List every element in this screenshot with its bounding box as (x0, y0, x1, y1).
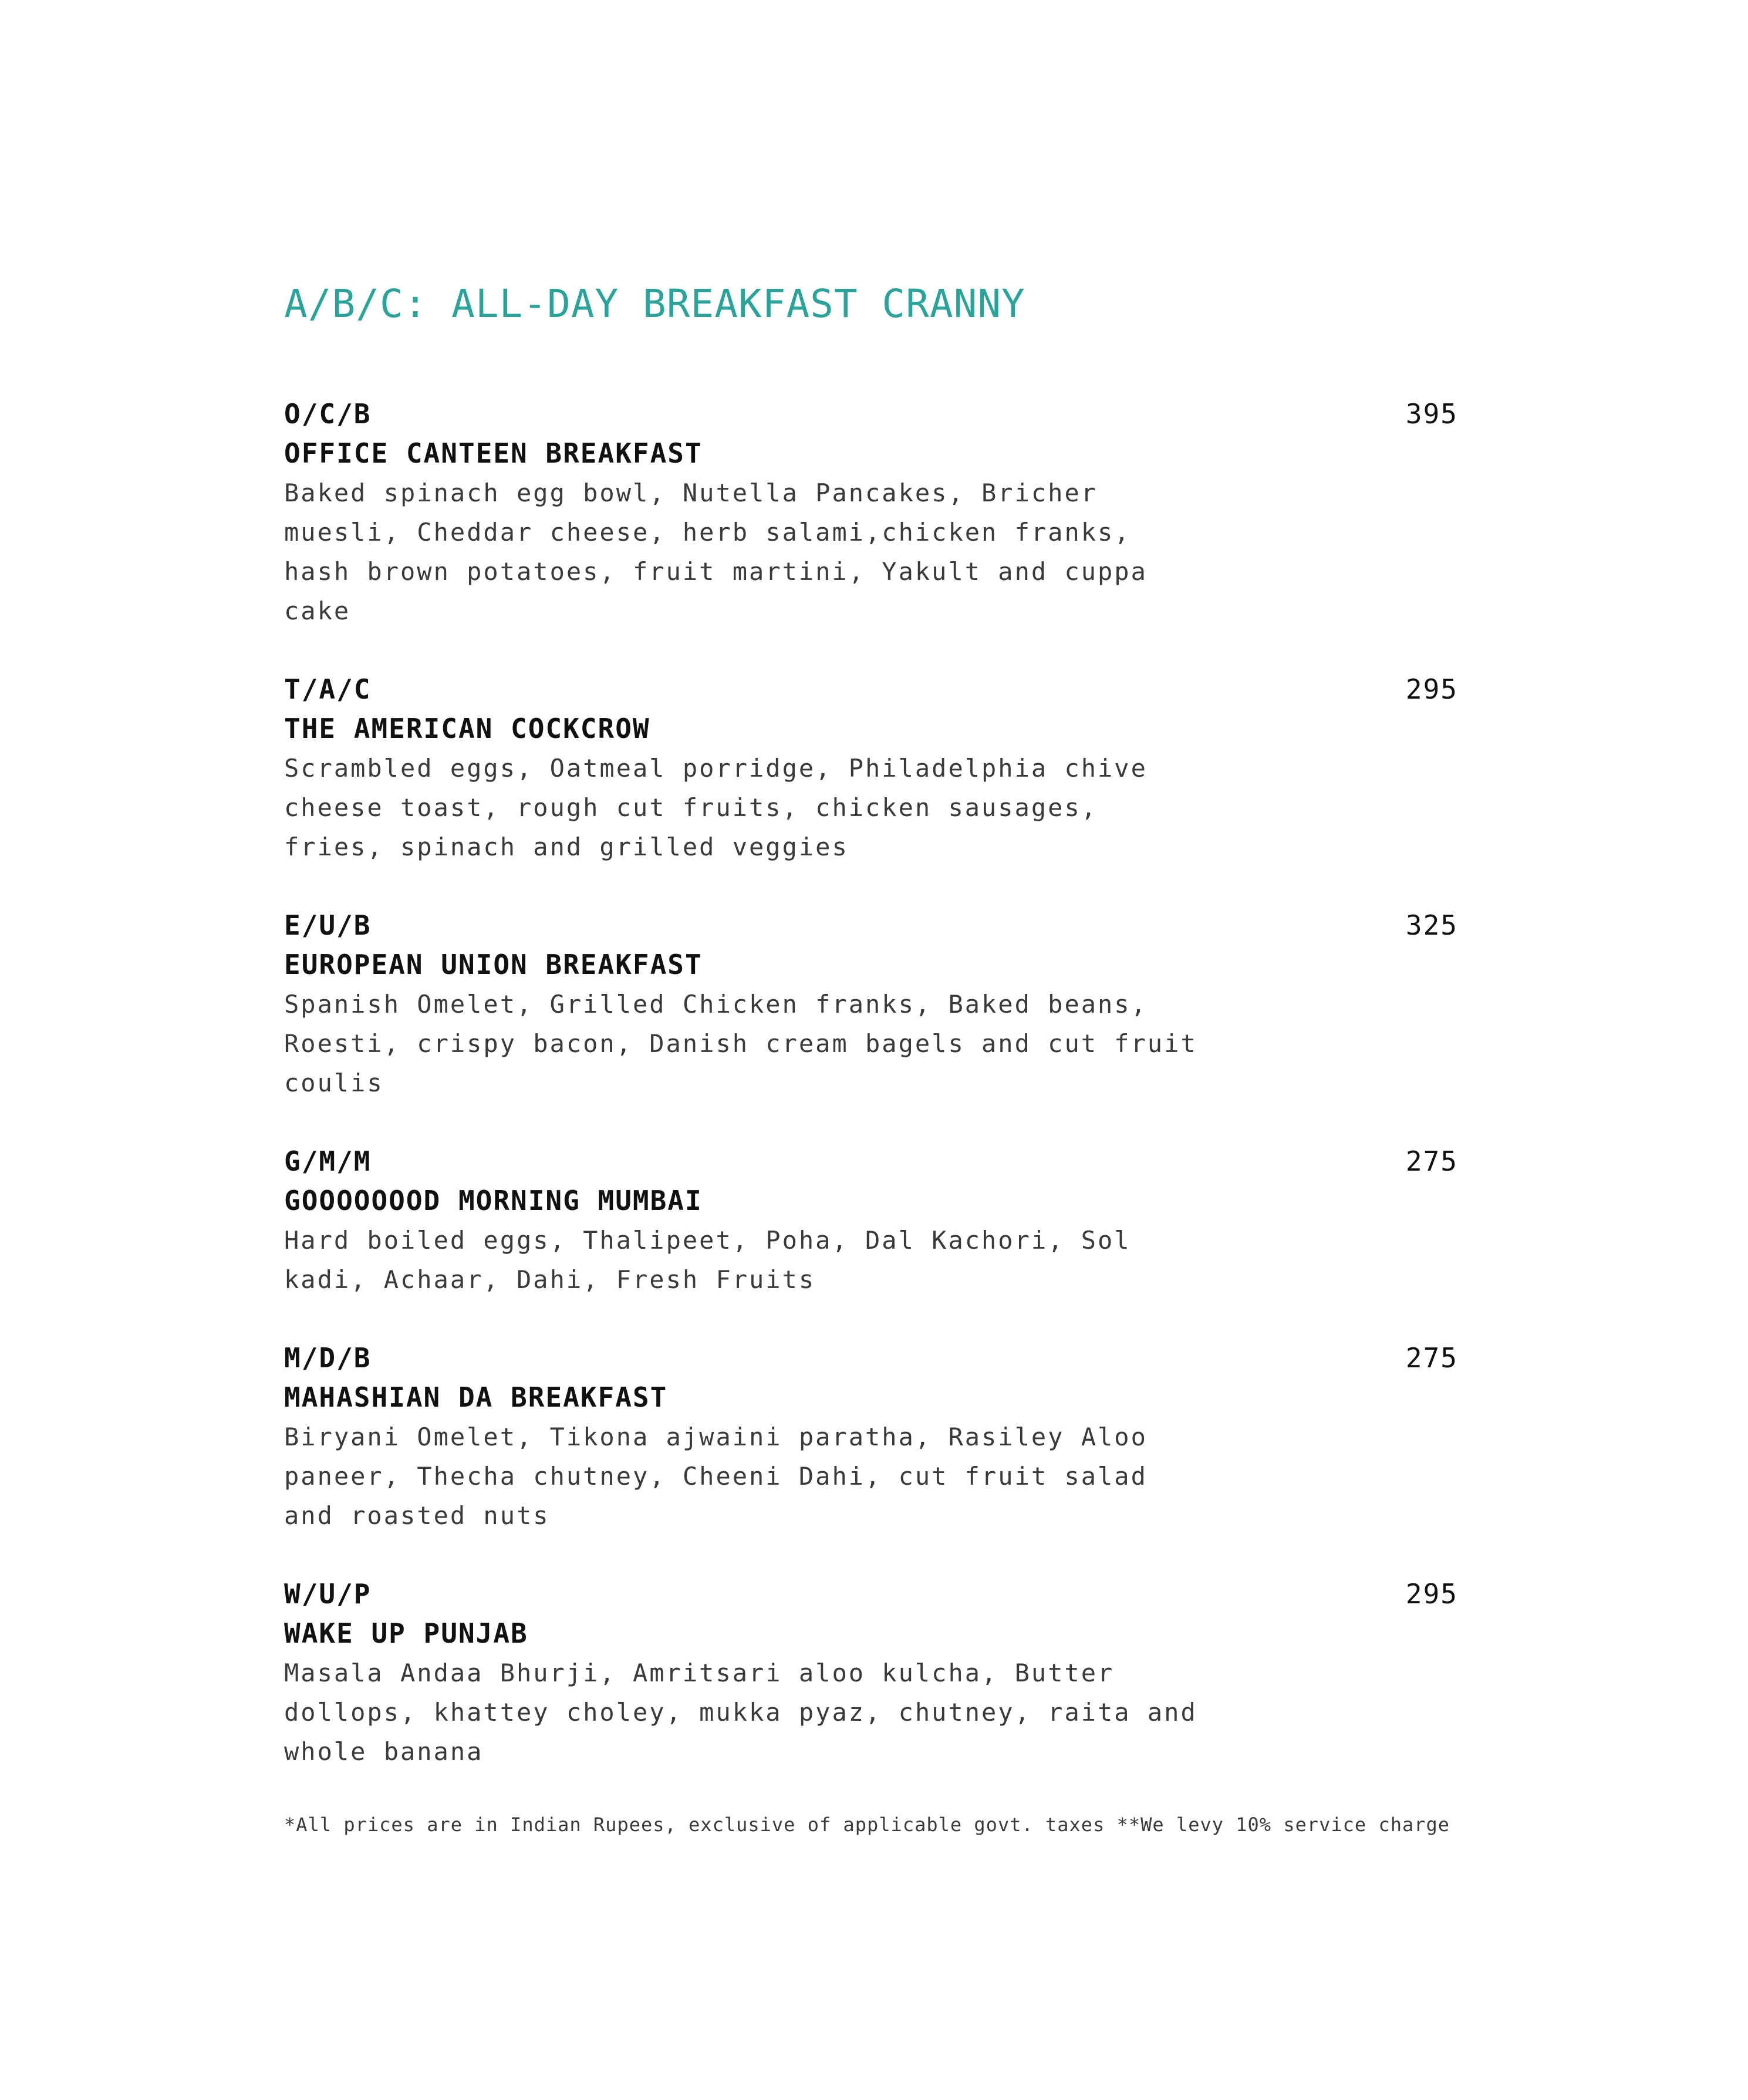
item-price: 295 (1405, 1578, 1458, 1610)
item-description: Hard boiled eggs, Thalipeet, Poha, Dal Kachori, Sol kadi, Achaar, Dahi, Fresh Fruits (284, 1226, 1131, 1294)
item-header (284, 1575, 1458, 1613)
menu-item (284, 670, 1470, 867)
item-header (284, 670, 1458, 709)
menu-item (284, 906, 1470, 1103)
item-code: O/C/B (284, 398, 372, 430)
menu-item (284, 1339, 1470, 1535)
item-name: THE AMERICAN COCKCROW (284, 713, 650, 744)
item-code: T/A/C (284, 673, 372, 705)
item-price: 325 (1405, 909, 1458, 941)
menu-list (284, 395, 1470, 1811)
item-price: 275 (1405, 1145, 1458, 1177)
item-description: Masala Andaa Bhurji, Amritsari aloo kulcha, Butter dollops, khattey choley, mukka pyaz, chutney, raita and whole banana (284, 1659, 1197, 1766)
menu-page (284, 0, 1493, 2100)
item-header (284, 1142, 1458, 1181)
menu-item (284, 1142, 1470, 1299)
item-code: M/D/B (284, 1342, 372, 1374)
item-name: EUROPEAN UNION BREAKFAST (284, 949, 703, 980)
menu-item (284, 1575, 1470, 1771)
item-code: E/U/B (284, 909, 372, 941)
item-description: Scrambled eggs, Oatmeal porridge, Philadelphia chive cheese toast, rough cut fruits, chicken sausages, fries, spinach and grilled veggies (284, 754, 1148, 861)
item-name: MAHASHIAN DA BREAKFAST (284, 1381, 668, 1413)
item-code: W/U/P (284, 1578, 372, 1610)
item-name: OFFICE CANTEEN BREAKFAST (284, 437, 703, 469)
item-description: Biryani Omelet, Tikona ajwaini paratha, Rasiley Aloo paneer, Thecha chutney, Cheeni Dahi, cut fruit salad and roasted nuts (284, 1423, 1148, 1530)
section-title: A/B/C: ALL-DAY BREAKFAST CRANNY (284, 281, 1025, 326)
item-description: Baked spinach egg bowl, Nutella Pancakes, Bricher muesli, Cheddar cheese, herb salami,chicken franks, hash brown potatoes, fruit martini, Yakult and cuppa cake (284, 478, 1148, 625)
menu-item (284, 395, 1470, 631)
item-code: G/M/M (284, 1145, 372, 1177)
item-name: WAKE UP PUNJAB (284, 1617, 528, 1649)
pricing-footnote: *All prices are in Indian Rupees, exclusive of applicable govt. taxes **We levy 10% service charge (284, 1814, 1450, 1836)
item-header (284, 1339, 1458, 1377)
item-description: Spanish Omelet, Grilled Chicken franks, Baked beans, Roesti, crispy bacon, Danish cream bagels and cut fruit coulis (284, 990, 1197, 1097)
item-header (284, 395, 1458, 433)
item-price: 395 (1405, 398, 1458, 430)
item-price: 275 (1405, 1342, 1458, 1374)
item-price: 295 (1405, 673, 1458, 705)
item-name: GOOOOOOOD MORNING MUMBAI (284, 1185, 703, 1216)
item-header (284, 906, 1458, 945)
